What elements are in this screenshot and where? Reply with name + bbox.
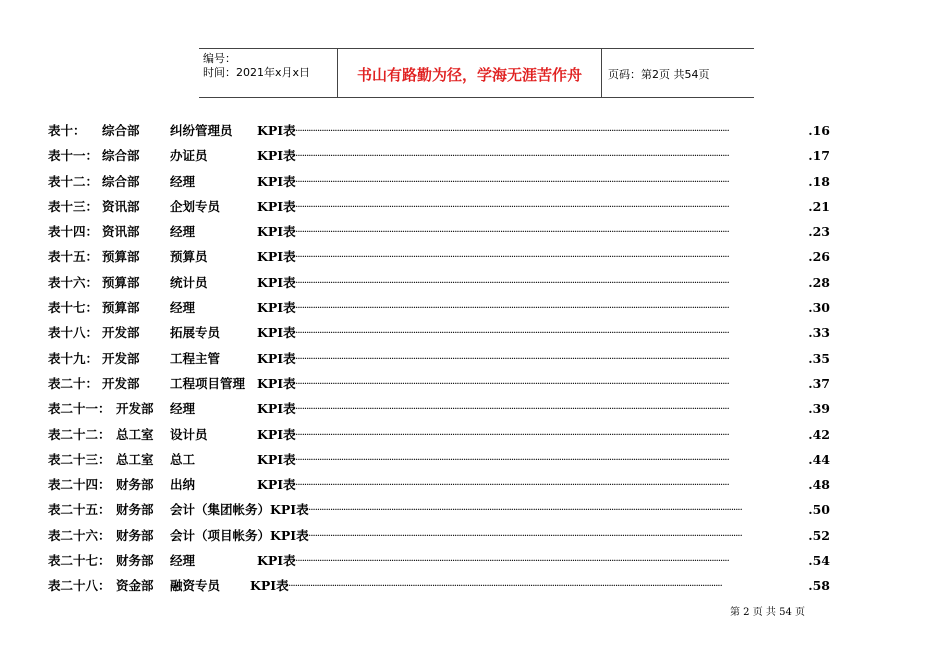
toc-kpi-label: KPI表 xyxy=(257,148,296,164)
document-header xyxy=(199,48,754,98)
toc-number: 表十四： xyxy=(48,224,99,240)
toc-department: 资讯部 xyxy=(102,224,140,240)
toc-entry[interactable] xyxy=(48,398,838,423)
page-code: 页码：第2页 共54页 xyxy=(608,68,710,81)
toc-number: 表十五： xyxy=(48,249,99,265)
toc-entry[interactable] xyxy=(48,449,838,474)
toc-role: 经理 xyxy=(170,553,196,569)
toc-page-number: .26 xyxy=(808,249,830,265)
toc-page-number: .54 xyxy=(808,553,830,569)
toc-leader-dots: ········································································································································································································ xyxy=(293,126,729,137)
toc-kpi-label: KPI表 xyxy=(257,477,296,493)
toc-role: 总工 xyxy=(170,451,196,467)
toc-department: 财务部 xyxy=(116,477,154,493)
toc-page-number: .48 xyxy=(808,477,830,493)
toc-entry[interactable] xyxy=(48,499,838,524)
toc-kpi-label: KPI表 xyxy=(257,198,296,214)
toc-entry[interactable] xyxy=(48,525,838,550)
toc-department: 开发部 xyxy=(102,375,140,391)
toc-role: 经理 xyxy=(170,224,196,240)
toc-leader-dots: ········································································································································································································ xyxy=(293,328,729,340)
toc-department: 总工室 xyxy=(116,426,154,442)
toc-leader-dots: ········································································································································································································ xyxy=(293,429,729,441)
toc-leader-dots: ········································································································································································································ xyxy=(293,151,729,163)
toc-page-number: .39 xyxy=(808,401,830,417)
toc-kpi-label: KPI表 xyxy=(257,553,296,569)
toc-kpi-label: KPI表 xyxy=(257,426,296,442)
toc-number: 表十九： xyxy=(48,350,99,366)
toc-page-number: .58 xyxy=(808,578,830,594)
toc-role: 企划专员 xyxy=(170,198,221,214)
toc-entry[interactable] xyxy=(48,550,838,575)
toc-entry[interactable] xyxy=(48,196,838,221)
toc-leader-dots: ········································································································································································································ xyxy=(293,480,729,492)
toc-department: 综合部 xyxy=(102,123,140,138)
toc-department: 总工室 xyxy=(116,451,154,467)
toc-page-number: .52 xyxy=(808,527,830,543)
toc-number: 表二十八： xyxy=(48,578,111,594)
header-motto-cell xyxy=(338,49,602,97)
toc-kpi-label: KPI表 xyxy=(257,350,296,366)
toc-department: 财务部 xyxy=(116,527,154,543)
toc-role: 会计（项目帐务） xyxy=(170,527,271,543)
toc-role: 统计员 xyxy=(170,274,208,290)
toc-department: 开发部 xyxy=(116,401,154,417)
toc-department: 综合部 xyxy=(102,148,140,164)
toc-kpi-label: KPI表 xyxy=(257,325,296,341)
toc-role: 纠纷管理员 xyxy=(170,123,233,138)
toc-page-number: .35 xyxy=(808,350,830,366)
toc-entry[interactable] xyxy=(48,221,838,246)
toc-leader-dots: ········································································································································································································ xyxy=(293,277,729,289)
page-footer: 第 2 页 共 54 页 xyxy=(730,607,805,618)
toc-kpi-label: KPI表 xyxy=(257,401,296,417)
toc-number: 表二十六： xyxy=(48,527,111,543)
toc-department: 财务部 xyxy=(116,553,154,569)
toc-leader-dots: ········································································································································································································ xyxy=(293,201,729,213)
toc-department: 财务部 xyxy=(116,502,154,518)
toc-department: 开发部 xyxy=(102,350,140,366)
toc-number: 表十二： xyxy=(48,173,99,189)
toc-number: 表二十三： xyxy=(48,451,111,467)
toc-number: 表十一： xyxy=(48,148,99,164)
toc-entry[interactable] xyxy=(48,297,838,322)
toc-kpi-label: KPI表 xyxy=(257,173,296,189)
toc-entry[interactable] xyxy=(48,424,838,449)
toc-kpi-label: KPI表 xyxy=(257,123,296,138)
toc-entry[interactable] xyxy=(48,145,838,170)
toc-leader-dots: ········································································································································································································ xyxy=(293,404,729,416)
toc-department: 预算部 xyxy=(102,249,140,265)
toc-page-number: .23 xyxy=(808,224,830,240)
toc-department: 资讯部 xyxy=(102,198,140,214)
toc-number: 表二十二： xyxy=(48,426,111,442)
toc-number: 表二十一： xyxy=(48,401,111,417)
toc-leader-dots: ········································································································································································································ xyxy=(306,530,742,542)
toc-page-number: .50 xyxy=(808,502,830,518)
toc-role: 出纳 xyxy=(170,477,196,493)
toc-role: 工程主管 xyxy=(170,350,221,366)
toc-role: 拓展专员 xyxy=(170,325,221,341)
toc-entry[interactable] xyxy=(48,575,838,600)
toc-number: 表十七： xyxy=(48,300,99,316)
motto: 书山有路勤为径，学海无涯苦作舟 xyxy=(356,66,582,84)
toc-role: 经理 xyxy=(170,300,196,316)
toc-entry[interactable] xyxy=(48,272,838,297)
toc-leader-dots: ········································································································································································································ xyxy=(293,303,729,315)
toc-number: 表二十： xyxy=(48,375,99,391)
toc-leader-dots: ········································································································································································································ xyxy=(306,505,742,517)
toc-number: 表十： xyxy=(48,123,86,138)
toc-role: 会计（集团帐务） xyxy=(170,502,271,518)
toc-kpi-label: KPI表 xyxy=(257,451,296,467)
toc-leader-dots: ········································································································································································································ xyxy=(293,353,729,365)
toc-kpi-label: KPI表 xyxy=(257,300,296,316)
toc-page-number: .21 xyxy=(808,198,830,214)
toc-entry[interactable] xyxy=(48,348,838,373)
toc-leader-dots: ········································································································································································································ xyxy=(293,378,729,390)
toc-page-number: .33 xyxy=(808,325,830,341)
toc-role: 经理 xyxy=(170,401,196,417)
code-label: 编号： xyxy=(203,52,236,65)
toc-role: 预算员 xyxy=(170,249,208,265)
header-page-cell xyxy=(602,49,754,97)
time-label: 时间：2021年x月x日 xyxy=(203,66,311,79)
toc-number: 表二十五： xyxy=(48,502,111,518)
toc-number: 表二十四： xyxy=(48,477,111,493)
toc-department: 开发部 xyxy=(102,325,140,341)
toc-role: 经理 xyxy=(170,173,196,189)
toc-leader-dots: ········································································································································································································ xyxy=(293,227,729,239)
toc-role: 融资专员 xyxy=(170,578,221,594)
toc-department: 预算部 xyxy=(102,300,140,316)
toc-page-number: .37 xyxy=(808,375,830,391)
toc-kpi-label: KPI表 xyxy=(257,224,296,240)
toc-leader-dots: ········································································································································································································ xyxy=(293,252,729,264)
toc-entry[interactable] xyxy=(48,373,838,398)
toc-number: 表十八： xyxy=(48,325,99,341)
toc-page-number: .17 xyxy=(808,148,830,164)
toc-department: 资金部 xyxy=(116,578,154,594)
toc-kpi-label: KPI表 xyxy=(270,527,309,543)
toc-entry[interactable] xyxy=(48,171,838,196)
toc-page-number: .42 xyxy=(808,426,830,442)
toc-leader-dots: ········································································································································································································ xyxy=(293,176,729,188)
toc-kpi-label: KPI表 xyxy=(250,578,289,594)
toc-role: 工程项目管理 xyxy=(170,375,246,391)
header-meta-cell xyxy=(199,49,338,97)
toc-kpi-label: KPI表 xyxy=(257,249,296,265)
toc-role: 办证员 xyxy=(170,148,208,164)
toc-leader-dots: ········································································································································································································ xyxy=(293,556,729,568)
toc-entry[interactable] xyxy=(48,474,838,499)
toc-entry[interactable] xyxy=(48,322,838,347)
toc-entry[interactable] xyxy=(48,120,838,145)
toc-role: 设计员 xyxy=(170,426,208,442)
toc-kpi-label: KPI表 xyxy=(270,502,309,518)
toc-leader-dots: ········································································································································································································ xyxy=(286,581,722,593)
toc-leader-dots: ········································································································································································································ xyxy=(293,454,729,466)
toc-kpi-label: KPI表 xyxy=(257,274,296,290)
toc-page-number: .28 xyxy=(808,274,830,290)
toc-entry[interactable] xyxy=(48,246,838,271)
toc-department: 综合部 xyxy=(102,173,140,189)
toc-page-number: .30 xyxy=(808,300,830,316)
toc-page-number: .16 xyxy=(808,123,830,138)
toc-number: 表十六： xyxy=(48,274,99,290)
toc-number: 表十三： xyxy=(48,198,99,214)
toc-page-number: .44 xyxy=(808,451,830,467)
toc-department: 预算部 xyxy=(102,274,140,290)
toc-kpi-label: KPI表 xyxy=(257,375,296,391)
table-of-contents xyxy=(48,120,838,601)
toc-page-number: .18 xyxy=(808,173,830,189)
toc-number: 表二十七： xyxy=(48,553,111,569)
